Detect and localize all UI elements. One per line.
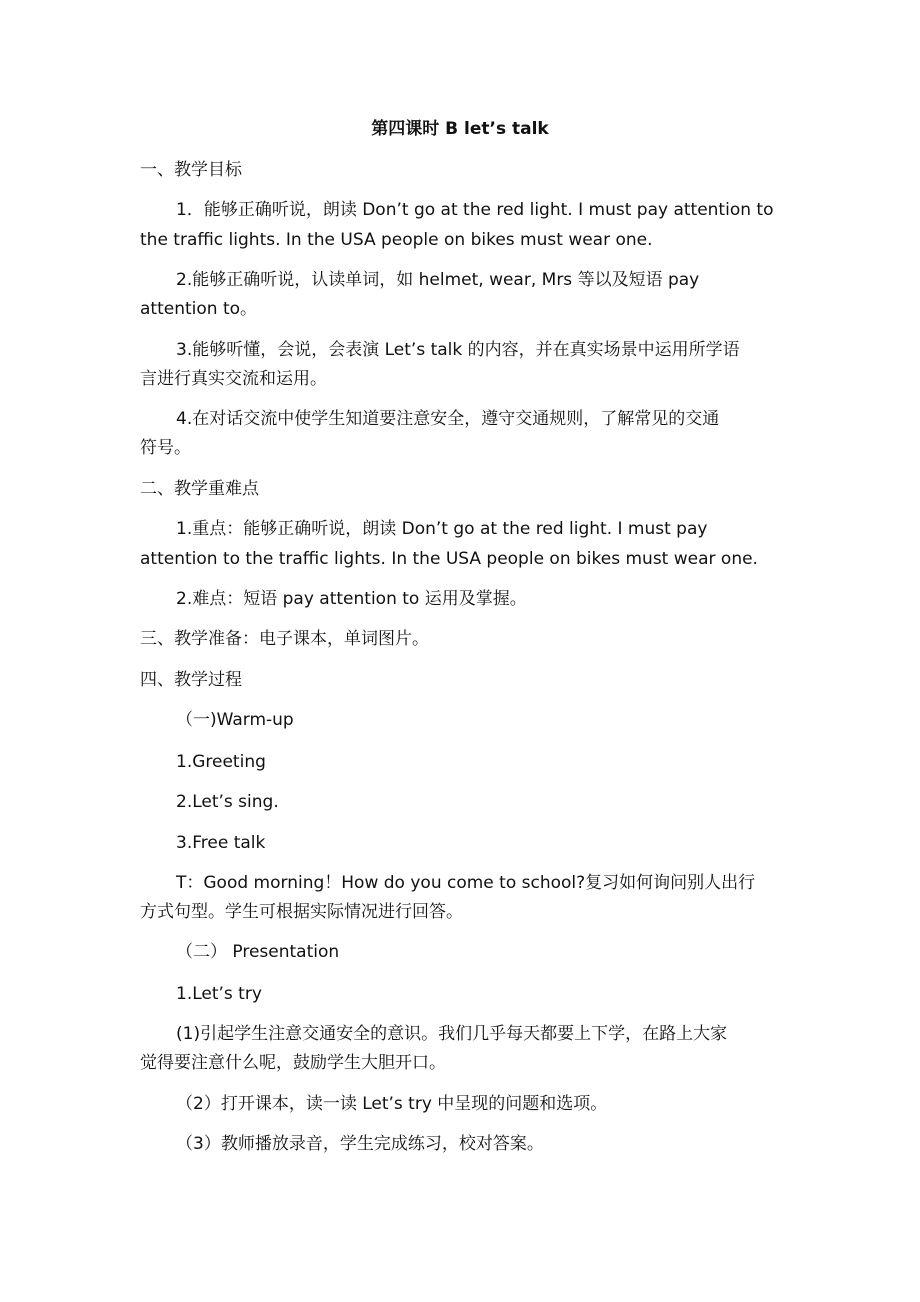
paragraph-line: 2.难点：短语 pay attention to 运用及掌握。 [176,589,527,609]
section-heading-objectives: 一、教学目标 [140,160,242,180]
subsection-heading-warm-up: （一)Warm-up [176,710,294,730]
paragraph-line: attention to the traffic lights. In the USA people on bikes must wear one. [140,549,758,569]
paragraph-line: attention to。 [140,299,258,319]
paragraph-line: 3.能够听懂，会说，会表演 Let’s talk 的内容，并在真实场景中运用所学语 [176,340,740,360]
subsection-heading-presentation: （二） Presentation [176,942,340,962]
section-heading-process: 四、教学过程 [140,670,242,690]
paragraph-line: （3）教师播放录音，学生完成练习，校对答案。 [176,1134,544,1154]
paragraph-line: 2.能够正确听说，认读单词，如 helmet, wear, Mrs 等以及短语 pay [176,270,700,290]
paragraph-line: 符号。 [140,438,191,458]
paragraph-line: 1．能够正确听说，朗读 Don’t go at the red light. I must pay attention to [176,200,774,220]
paragraph-line: （2）打开课本，读一读 Let’s try 中呈现的问题和选项。 [176,1094,608,1114]
paragraph-line: 1.重点：能够正确听说，朗读 Don’t go at the red light. I must pay [176,519,708,539]
list-item: 1.Greeting [176,752,266,772]
paragraph-line: 言进行真实交流和运用。 [140,369,327,389]
paragraph-line: 方式句型。学生可根据实际情况进行回答。 [140,902,463,922]
list-item: 1.Let’s try [176,984,262,1004]
list-item: 3.Free talk [176,833,266,853]
section-heading-preparation: 三、教学准备：电子课本，单词图片。 [140,629,429,649]
paragraph-line: the traffic lights. In the USA people on bikes must wear one. [140,230,653,250]
section-heading-key-points: 二、教学重难点 [140,479,259,499]
paragraph-line: T：Good morning！How do you come to school?复习如何询问别人出行 [176,873,756,893]
list-item: 2.Let’s sing. [176,792,279,812]
paragraph-line: (1)引起学生注意交通安全的意识。我们几乎每天都要上下学，在路上大家 [176,1024,728,1044]
paragraph-line: 觉得要注意什么呢，鼓励学生大胆开口。 [140,1053,446,1073]
lesson-title: 第四课时 B let’s talk [371,119,549,139]
paragraph-line: 4.在对话交流中使学生知道要注意安全，遵守交通规则，了解常见的交通 [176,409,720,429]
